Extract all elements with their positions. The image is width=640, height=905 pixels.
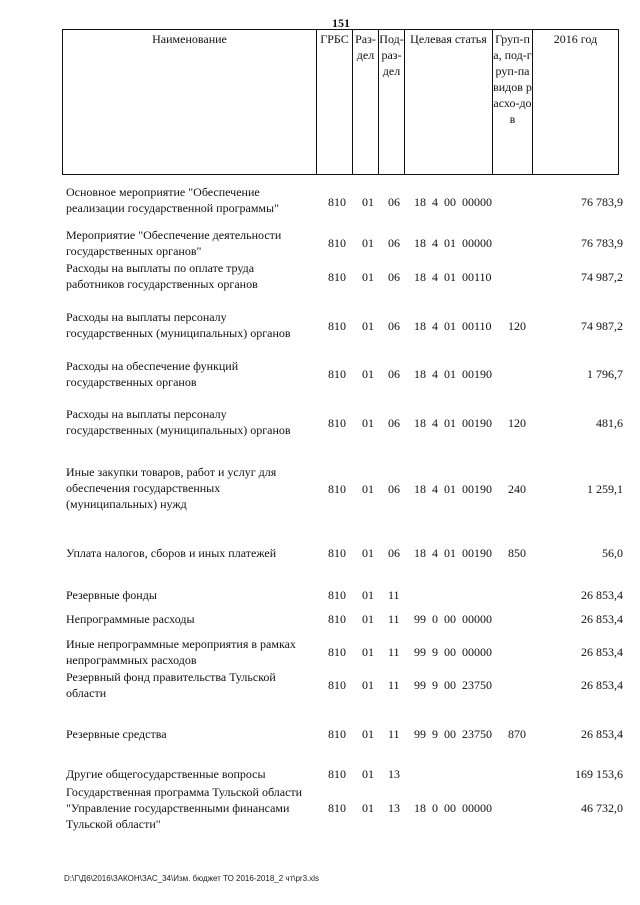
row-target-article: 18 4 01 00000 [414,236,492,250]
row-grbs: 810 [328,727,346,741]
row-amount: 26 853,4 [581,645,623,659]
row-razdel: 01 [362,645,374,659]
header-vid-group: Груп-па, под-груп-па видов расхо-дов [493,30,533,175]
row-razdel: 01 [362,367,374,381]
row-podrazdel: 13 [388,767,400,781]
row-razdel: 01 [362,319,374,333]
row-amount: 26 853,4 [581,588,623,602]
row-target-article: 18 4 01 00190 [414,546,492,560]
row-name: Другие общегосударственные вопросы [66,767,266,781]
row-grbs: 810 [328,588,346,602]
row-name: Мероприятие "Обеспечение деятельности государственных органов" [66,228,282,258]
header-name: Наименование [63,30,317,175]
row-name: Резервный фонд правительства Тульской области [66,670,276,700]
row-podrazdel: 06 [388,319,400,333]
row-name: Иные непрограммные мероприятия в рамках непрограммных расходов [66,637,296,667]
row-vid: 870 [508,727,526,741]
row-target-article: 18 4 01 00190 [414,482,492,496]
header-target-article: Целевая статья [405,30,493,175]
row-target-article: 99 9 00 00000 [414,645,492,659]
row-podrazdel: 06 [388,482,400,496]
row-amount: 26 853,4 [581,678,623,692]
row-razdel: 01 [362,195,374,209]
row-grbs: 810 [328,678,346,692]
row-vid: 240 [508,482,526,496]
row-amount: 169 153,6 [575,767,623,781]
row-grbs: 810 [328,270,346,284]
row-podrazdel: 11 [388,727,400,741]
row-amount: 1 259,1 [587,482,623,496]
row-vid: 850 [508,546,526,560]
row-razdel: 01 [362,767,374,781]
row-razdel: 01 [362,678,374,692]
row-amount: 76 783,9 [581,236,623,250]
row-razdel: 01 [362,236,374,250]
row-amount: 481,6 [596,416,623,430]
row-name: Расходы на выплаты по оплате труда работников государственных органов [66,261,258,291]
row-vid: 120 [508,416,526,430]
row-grbs: 810 [328,645,346,659]
row-amount: 76 783,9 [581,195,623,209]
row-grbs: 810 [328,767,346,781]
row-podrazdel: 06 [388,546,400,560]
row-name: Уплата налогов, сборов и иных платежей [66,546,277,560]
row-grbs: 810 [328,801,346,815]
row-podrazdel: 06 [388,236,400,250]
row-target-article: 18 4 00 00000 [414,195,492,209]
row-name: Расходы на выплаты персоналу государственных (муниципальных) органов [66,310,291,340]
row-podrazdel: 11 [388,612,400,626]
row-razdel: 01 [362,801,374,815]
row-grbs: 810 [328,612,346,626]
header-podrazdel: Под-раз-дел [379,30,405,175]
row-podrazdel: 06 [388,270,400,284]
row-target-article: 18 4 01 00110 [414,319,492,333]
row-grbs: 810 [328,319,346,333]
row-target-article: 99 0 00 00000 [414,612,492,626]
row-amount: 74 987,2 [581,319,623,333]
header-razdel: Раз-дел [353,30,379,175]
row-amount: 74 987,2 [581,270,623,284]
row-podrazdel: 06 [388,416,400,430]
row-target-article: 99 9 00 23750 [414,727,492,741]
row-vid: 120 [508,319,526,333]
row-razdel: 01 [362,482,374,496]
row-podrazdel: 13 [388,801,400,815]
row-razdel: 01 [362,727,374,741]
row-grbs: 810 [328,195,346,209]
row-razdel: 01 [362,588,374,602]
row-grbs: 810 [328,367,346,381]
row-name: Расходы на выплаты персоналу государственных (муниципальных) органов [66,407,291,437]
row-target-article: 18 4 01 00190 [414,416,492,430]
row-name: Основное мероприятие "Обеспечение реализации государственной программы" [66,185,279,215]
row-razdel: 01 [362,612,374,626]
row-amount: 46 732,0 [581,801,623,815]
page-number: 151 [332,16,350,30]
row-podrazdel: 11 [388,678,400,692]
row-target-article: 99 9 00 23750 [414,678,492,692]
row-name: Государственная программа Тульской области "Управление государственными финансами Тульской области" [66,785,303,831]
row-target-article: 18 4 01 00110 [414,270,492,284]
row-podrazdel: 11 [388,588,400,602]
row-target-article: 18 4 01 00190 [414,367,492,381]
row-podrazdel: 11 [388,645,400,659]
row-name: Непрограммные расходы [66,612,195,626]
row-podrazdel: 06 [388,367,400,381]
row-amount: 56,0 [602,546,623,560]
row-razdel: 01 [362,546,374,560]
row-podrazdel: 06 [388,195,400,209]
row-name: Иные закупки товаров, работ и услуг для обеспечения государственных (муниципальных) нужд [66,465,277,511]
row-grbs: 810 [328,416,346,430]
file-path-footer: D:\Г\Д6\2016\ЗАКОН\ЗАС_34\Изм. бюджет ТО 2016-2018_2 чт\pr3.xls [64,874,320,883]
row-amount: 26 853,4 [581,727,623,741]
row-name: Расходы на обеспечение функций государственных органов [66,359,239,389]
header-grbs: ГРБС [317,30,353,175]
row-grbs: 810 [328,482,346,496]
row-razdel: 01 [362,270,374,284]
row-grbs: 810 [328,236,346,250]
row-amount: 1 796,7 [587,367,623,381]
row-grbs: 810 [328,546,346,560]
row-name: Резервные фонды [66,588,157,602]
row-name: Резервные средства [66,727,167,741]
row-target-article: 18 0 00 00000 [414,801,492,815]
row-amount: 26 853,4 [581,612,623,626]
row-razdel: 01 [362,416,374,430]
header-year: 2016 год [533,30,619,175]
